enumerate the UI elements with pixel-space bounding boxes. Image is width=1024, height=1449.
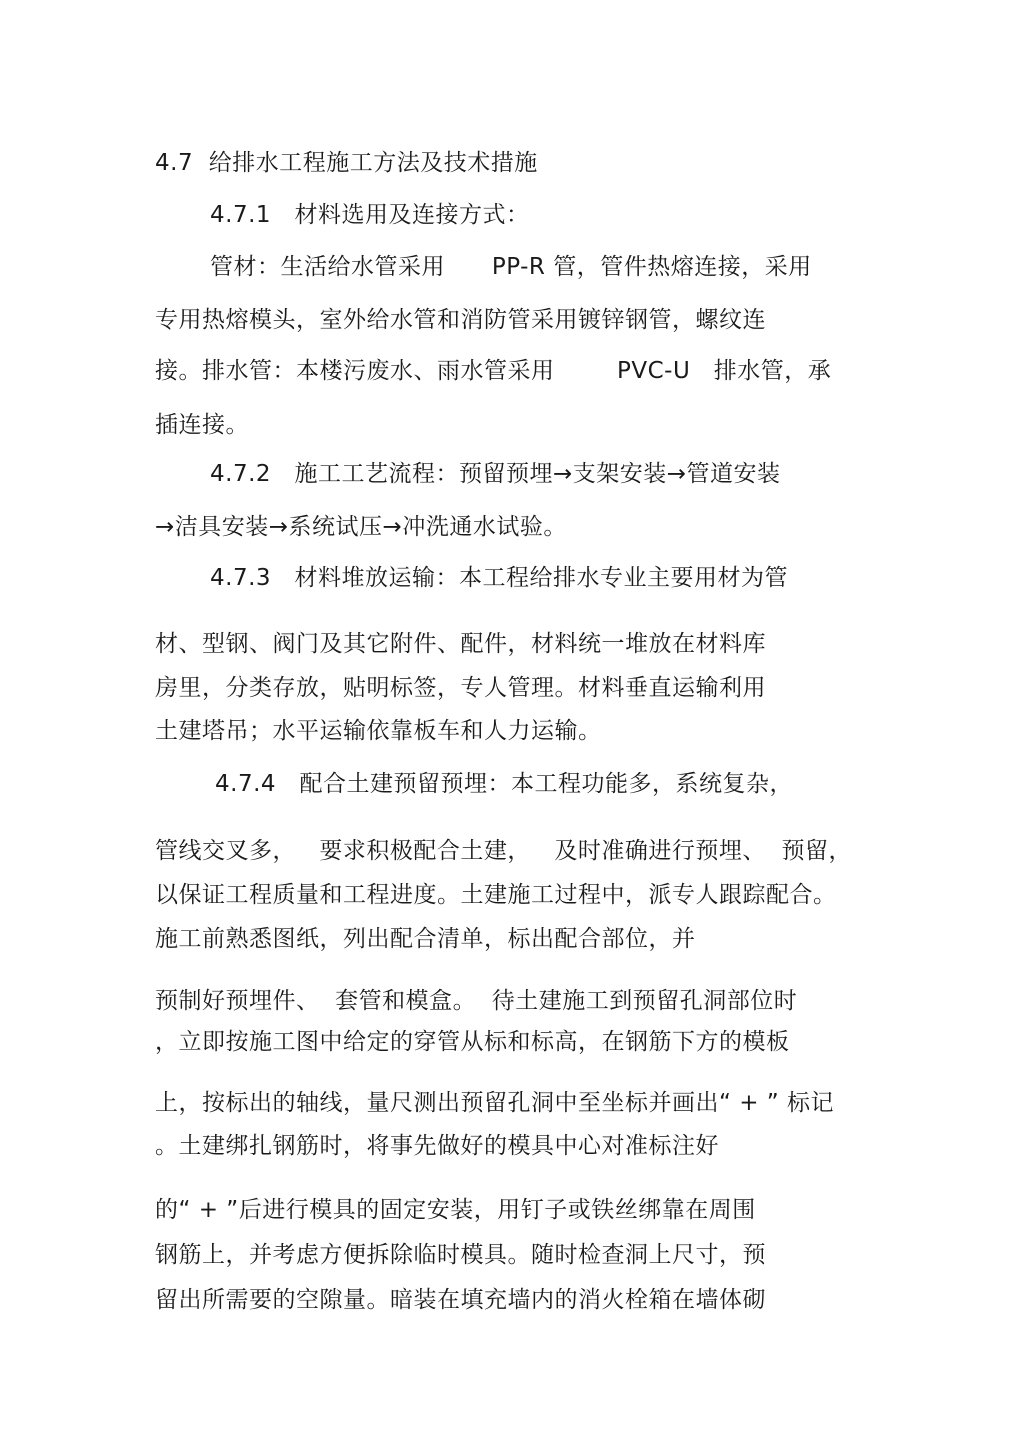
subsection-4-7-3-title: 4.7.3 材料堆放运输：本工程给排水专业主要用材为管 — [210, 565, 788, 591]
paragraph-line: 接。排水管：本楼污废水、雨水管采用 PVC-U 排水管，承 — [155, 358, 832, 384]
subsection-4-7-1-title: 4.7.1 材料选用及连接方式： — [210, 202, 530, 228]
paragraph-line: 房里，分类存放，贴明标签，专人管理。材料垂直运输利用 — [155, 675, 766, 701]
paragraph-line: 施工前熟悉图纸，列出配合清单，标出配合部位，并 — [155, 926, 696, 952]
paragraph-line: 上，按标出的轴线，量尺测出预留孔洞中至坐标并画出“ + ” 标记 — [155, 1090, 835, 1116]
paragraph-line: ，立即按施工图中给定的穿管从标和标高，在钢筋下方的模板 — [155, 1029, 790, 1055]
paragraph-line: 留出所需要的空隙量。暗装在填充墙内的消火栓箱在墙体砌 — [155, 1287, 766, 1313]
paragraph-line: 预制好预埋件、 套管和模盒。 待土建施工到预留孔洞部位时 — [155, 988, 798, 1014]
paragraph-line: 。土建绑扎钢筋时，将事先做好的模具中心对准标注好 — [155, 1133, 719, 1159]
paragraph-line: 专用热熔模头，室外给水管和消防管采用镀锌钢管，螺纹连 — [155, 307, 766, 333]
paragraph-line: 的“ + ”后进行模具的固定安装，用钉子或铁丝绑靠在周围 — [155, 1197, 756, 1223]
section-heading: 4.7 给排水工程施工方法及技术措施 — [155, 150, 538, 176]
subsection-4-7-2-title: 4.7.2 施工工艺流程：预留预埋→支架安装→管道安装 — [210, 461, 781, 487]
subsection-4-7-4-title: 4.7.4 配合土建预留预埋：本工程功能多，系统复杂， — [215, 771, 793, 797]
paragraph-line: 材、型钢、阀门及其它附件、配件，材料统一堆放在材料库 — [155, 631, 766, 657]
paragraph-line: 以保证工程质量和工程进度。土建施工过程中，派专人跟踪配合。 — [155, 882, 837, 908]
paragraph-line: 管材：生活给水管采用 PP-R 管，管件热熔连接，采用 — [210, 254, 812, 280]
paragraph-line: 插连接。 — [155, 412, 249, 438]
paragraph-line: 土建塔吊；水平运输依靠板车和人力运输。 — [155, 718, 602, 744]
paragraph-line: 钢筋上，并考虑方便拆除临时模具。随时检查洞上尺寸，预 — [155, 1242, 766, 1268]
paragraph-line: →洁具安装→系统试压→冲洗通水试验。 — [155, 514, 567, 540]
paragraph-line: 管线交叉多， 要求积极配合土建， 及时准确进行预埋、 预留， — [155, 838, 852, 864]
